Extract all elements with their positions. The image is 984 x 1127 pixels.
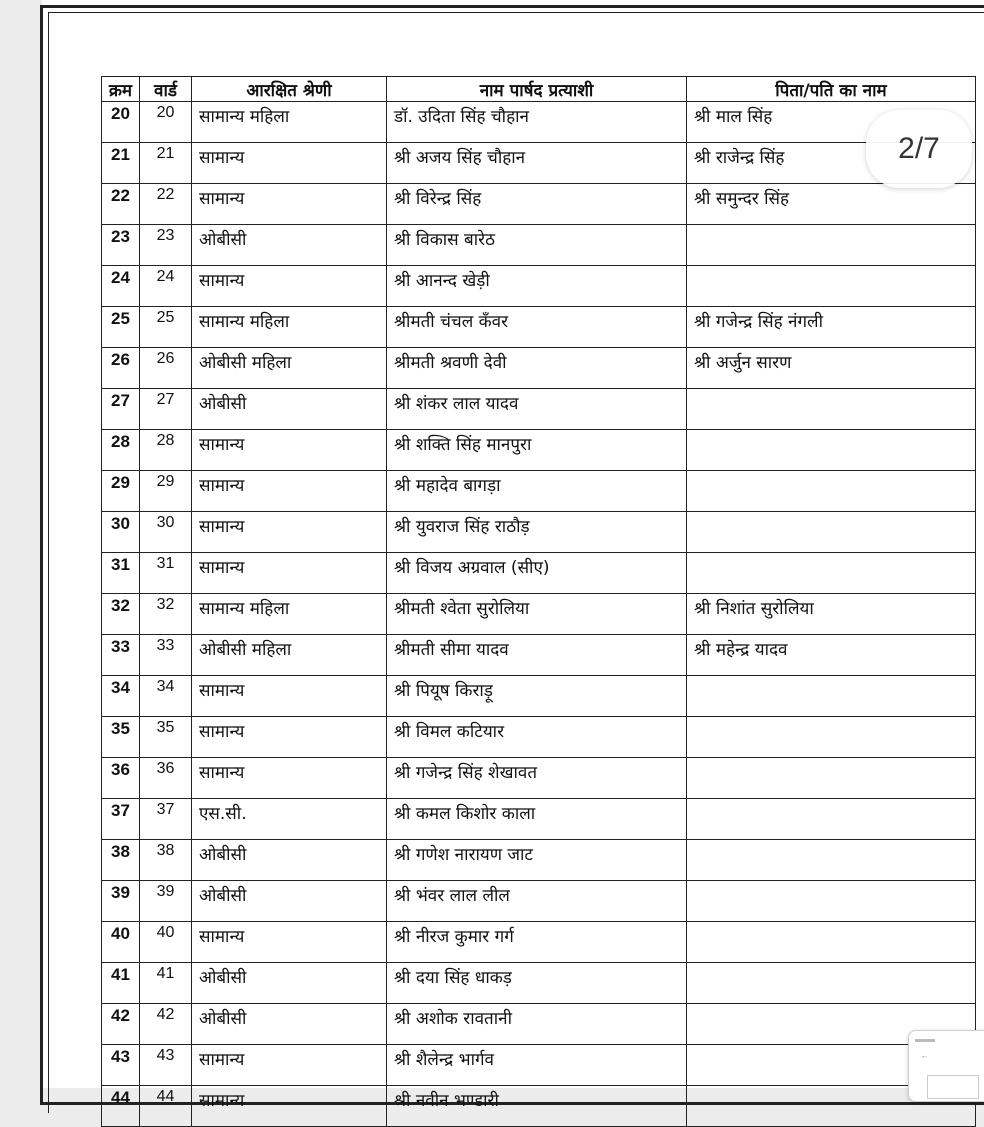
cell-category: सामान्य (192, 758, 387, 799)
cell-serial: 22 (102, 184, 140, 225)
cell-candidate-name: श्री दया सिंह धाकड़ (387, 963, 687, 1004)
cell-category: ओबीसी (192, 389, 387, 430)
cell-ward: 39 (140, 881, 192, 922)
cell-ward: 38 (140, 840, 192, 881)
cell-father-husband-name: श्री महेन्द्र यादव (687, 635, 976, 676)
cell-father-husband-name (687, 266, 976, 307)
cell-category: सामान्य (192, 471, 387, 512)
cell-candidate-name: श्री आनन्द खेड़ी (387, 266, 687, 307)
cell-candidate-name: श्री अशोक रावतानी (387, 1004, 687, 1045)
thumbnail-arrow-icon: ← (921, 1053, 928, 1060)
cell-ward: 34 (140, 676, 192, 717)
table-row (102, 1004, 976, 1045)
cell-candidate-name: श्री पियूष किराड़ू (387, 676, 687, 717)
cell-candidate-name: श्री भंवर लाल लील (387, 881, 687, 922)
cell-father-husband-name: श्री गजेन्द्र सिंह नंगली (687, 307, 976, 348)
cell-candidate-name: श्रीमती सीमा यादव (387, 635, 687, 676)
cell-father-husband-name (687, 471, 976, 512)
cell-category: सामान्य महिला (192, 102, 387, 143)
cell-category: ओबीसी (192, 225, 387, 266)
cell-category: ओबीसी (192, 840, 387, 881)
cell-candidate-name: श्री शैलेन्द्र भार्गव (387, 1045, 687, 1086)
cell-ward: 22 (140, 184, 192, 225)
header-serial: क्रम (102, 77, 140, 102)
table-row (102, 471, 976, 512)
page-indicator: 2/7 (866, 110, 972, 188)
candidate-table (101, 76, 976, 1127)
cell-father-husband-name (687, 963, 976, 1004)
cell-father-husband-name (687, 389, 976, 430)
cell-ward: 23 (140, 225, 192, 266)
table-row (102, 143, 976, 184)
cell-candidate-name: श्रीमती चंचल कँवर (387, 307, 687, 348)
cell-father-husband-name (687, 717, 976, 758)
cell-candidate-name: श्री अजय सिंह चौहान (387, 143, 687, 184)
cell-candidate-name: श्री युवराज सिंह राठौड़ (387, 512, 687, 553)
header-ward: वार्ड (140, 77, 192, 102)
table-row (102, 758, 976, 799)
cell-serial: 39 (102, 881, 140, 922)
cell-father-husband-name (687, 799, 976, 840)
table-row (102, 389, 976, 430)
cell-candidate-name: श्री गजेन्द्र सिंह शेखावत (387, 758, 687, 799)
header-category: आरक्षित श्रेणी (192, 77, 387, 102)
cell-ward: 28 (140, 430, 192, 471)
table-row (102, 348, 976, 389)
table-row (102, 266, 976, 307)
cell-category: सामान्य (192, 717, 387, 758)
cell-serial: 27 (102, 389, 140, 430)
cell-serial: 33 (102, 635, 140, 676)
cell-ward: 27 (140, 389, 192, 430)
cell-ward: 42 (140, 1004, 192, 1045)
cell-father-husband-name (687, 512, 976, 553)
cell-category: एस.सी. (192, 799, 387, 840)
table-row (102, 1086, 976, 1127)
cell-father-husband-name: श्री राजेन्द्र सिंह (687, 143, 976, 184)
cell-serial: 20 (102, 102, 140, 143)
cell-candidate-name: श्री गणेश नारायण जाट (387, 840, 687, 881)
cell-ward: 37 (140, 799, 192, 840)
cell-serial: 28 (102, 430, 140, 471)
cell-serial: 43 (102, 1045, 140, 1086)
cell-candidate-name: श्रीमती श्रवणी देवी (387, 348, 687, 389)
cell-father-husband-name (687, 430, 976, 471)
cell-candidate-name: श्री विजय अग्रवाल (सीए) (387, 553, 687, 594)
cell-candidate-name: श्री विरेन्द्र सिंह (387, 184, 687, 225)
table-row (102, 922, 976, 963)
cell-serial: 30 (102, 512, 140, 553)
cell-ward: 26 (140, 348, 192, 389)
cell-candidate-name: श्री महादेव बागड़ा (387, 471, 687, 512)
cell-serial: 38 (102, 840, 140, 881)
cell-ward: 36 (140, 758, 192, 799)
cell-category: सामान्य (192, 1086, 387, 1127)
cell-ward: 41 (140, 963, 192, 1004)
cell-candidate-name: श्री नीरज कुमार गर्ग (387, 922, 687, 963)
cell-category: ओबीसी (192, 963, 387, 1004)
cell-ward: 44 (140, 1086, 192, 1127)
cell-category: सामान्य (192, 676, 387, 717)
table-row (102, 1045, 976, 1086)
table-header-row (102, 77, 976, 102)
cell-serial: 25 (102, 307, 140, 348)
cell-serial: 23 (102, 225, 140, 266)
table-row (102, 512, 976, 553)
cell-father-husband-name (687, 553, 976, 594)
cell-category: सामान्य (192, 922, 387, 963)
cell-category: सामान्य महिला (192, 594, 387, 635)
cell-candidate-name: डॉ. उदिता सिंह चौहान (387, 102, 687, 143)
table-row (102, 963, 976, 1004)
cell-category: सामान्य (192, 184, 387, 225)
table-row (102, 225, 976, 266)
table-row (102, 840, 976, 881)
cell-ward: 30 (140, 512, 192, 553)
cell-serial: 24 (102, 266, 140, 307)
table-row (102, 102, 976, 143)
cell-father-husband-name (687, 840, 976, 881)
cell-ward: 25 (140, 307, 192, 348)
thumbnail-bar (915, 1039, 935, 1042)
cell-serial: 29 (102, 471, 140, 512)
left-gutter (0, 0, 42, 1088)
cell-serial: 40 (102, 922, 140, 963)
thumbnail-preview (927, 1075, 979, 1099)
table-row (102, 553, 976, 594)
cell-father-husband-name (687, 881, 976, 922)
table-row (102, 430, 976, 471)
table-row (102, 635, 976, 676)
cell-candidate-name: श्री शंकर लाल यादव (387, 389, 687, 430)
cell-serial: 36 (102, 758, 140, 799)
table-row (102, 799, 976, 840)
table-row (102, 307, 976, 348)
table-body (102, 102, 976, 1127)
cell-serial: 32 (102, 594, 140, 635)
screenshot-thumbnail[interactable] (908, 1030, 984, 1102)
cell-serial: 34 (102, 676, 140, 717)
cell-category: ओबीसी महिला (192, 348, 387, 389)
cell-ward: 33 (140, 635, 192, 676)
cell-category: सामान्य (192, 553, 387, 594)
cell-ward: 24 (140, 266, 192, 307)
cell-father-husband-name: श्री निशांत सुरोलिया (687, 594, 976, 635)
cell-category: सामान्य (192, 143, 387, 184)
cell-serial: 42 (102, 1004, 140, 1045)
cell-ward: 32 (140, 594, 192, 635)
table-row (102, 184, 976, 225)
cell-serial: 44 (102, 1086, 140, 1127)
cell-ward: 29 (140, 471, 192, 512)
cell-father-husband-name: श्री अर्जुन सारण (687, 348, 976, 389)
cell-ward: 43 (140, 1045, 192, 1086)
cell-category: सामान्य (192, 1045, 387, 1086)
cell-ward: 20 (140, 102, 192, 143)
cell-father-husband-name (687, 922, 976, 963)
header-father-husband-name: पिता/पति का नाम (687, 77, 976, 102)
cell-serial: 37 (102, 799, 140, 840)
table-row (102, 717, 976, 758)
cell-category: सामान्य (192, 266, 387, 307)
table-row (102, 881, 976, 922)
cell-category: ओबीसी (192, 881, 387, 922)
cell-category: सामान्य महिला (192, 307, 387, 348)
cell-father-husband-name (687, 225, 976, 266)
cell-ward: 35 (140, 717, 192, 758)
cell-serial: 26 (102, 348, 140, 389)
cell-serial: 41 (102, 963, 140, 1004)
table-row (102, 676, 976, 717)
cell-serial: 21 (102, 143, 140, 184)
cell-category: सामान्य (192, 430, 387, 471)
table-row (102, 594, 976, 635)
cell-ward: 40 (140, 922, 192, 963)
cell-category: ओबीसी (192, 1004, 387, 1045)
cell-ward: 31 (140, 553, 192, 594)
cell-candidate-name: श्री कमल किशोर काला (387, 799, 687, 840)
cell-candidate-name: श्री विमल कटियार (387, 717, 687, 758)
cell-candidate-name: श्री शक्ति सिंह मानपुरा (387, 430, 687, 471)
cell-serial: 35 (102, 717, 140, 758)
cell-candidate-name: श्री नवीन भण्डारी (387, 1086, 687, 1127)
cell-father-husband-name: श्री समुन्दर सिंह (687, 184, 976, 225)
cell-candidate-name: श्रीमती श्वेता सुरोलिया (387, 594, 687, 635)
cell-ward: 21 (140, 143, 192, 184)
cell-father-husband-name (687, 758, 976, 799)
cell-father-husband-name: श्री माल सिंह (687, 102, 976, 143)
header-candidate-name: नाम पार्षद प्रत्याशी (387, 77, 687, 102)
cell-serial: 31 (102, 553, 140, 594)
cell-father-husband-name (687, 676, 976, 717)
cell-category: ओबीसी महिला (192, 635, 387, 676)
cell-category: सामान्य (192, 512, 387, 553)
cell-candidate-name: श्री विकास बारेठ (387, 225, 687, 266)
